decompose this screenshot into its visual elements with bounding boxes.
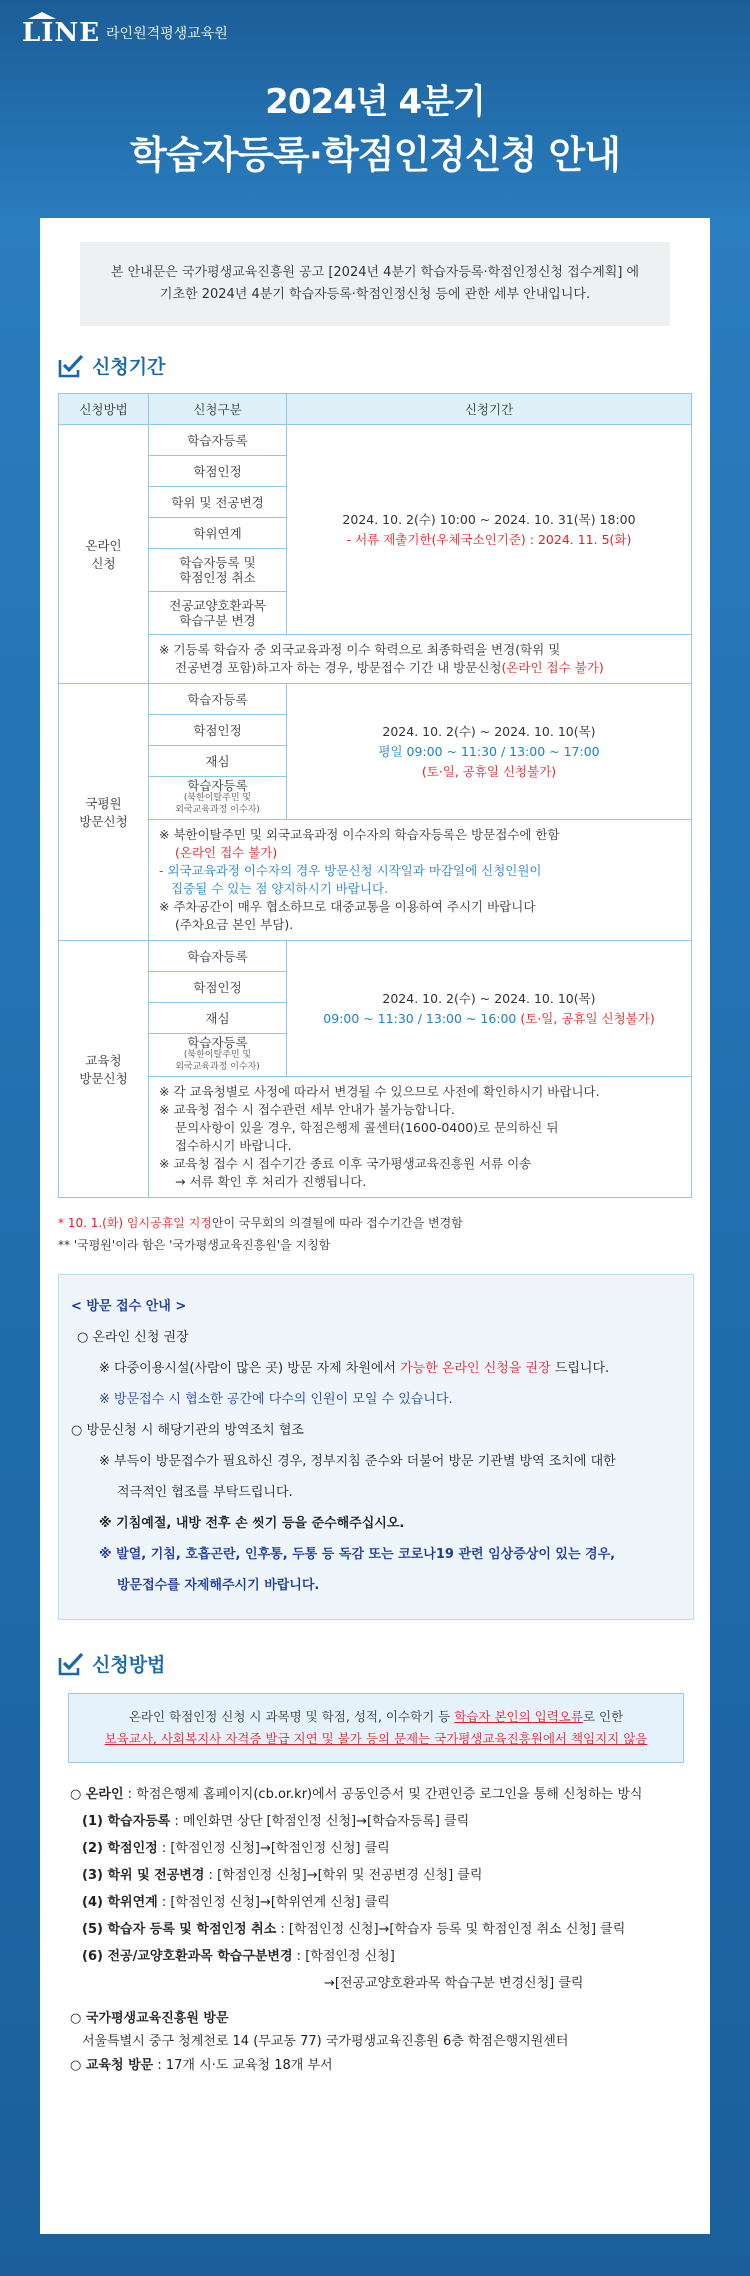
method-warning-box: 온라인 학점인정 신청 시 과목명 및 학점, 성적, 이수학기 등 학습자 본인의 입력오류로 인한 보육교사, 사회복지사 자격증 발급 지연 및 불가 등의 문제는 국가평생교육진흥원에서 책임지지 않음 [68, 1693, 684, 1763]
method-cell-nile: 국평원 방문신청 [59, 684, 149, 941]
category-cell: 학습자등록 (북한이탈주민 및 외국교육과정 이수자) [149, 777, 287, 820]
note-cell-nile: ※ 북한이탈주민 및 외국교육과정 이수자의 학습자등록은 방문접수에 한함 (온라인 접수 불가) - 외국교육과정 이수자의 경우 방문신청 시작일과 마감일에 신청인원이 집중될 수 있는 점 양지하시기 바랍니다. ※ 주차공간이 매우 협소하므로 대중교통을 이용하여 주시기 바랍니다 (주차요금 본인 부담). [149, 820, 692, 941]
logo[interactable] [22, 18, 228, 48]
period-cell-online: 2024. 10. 2(수) 10:00 ~ 2024. 10. 31(목) 18:00 - 서류 제출기한(우체국소인기준) : 2024. 11. 5(화) [287, 425, 692, 635]
visit-item: ○ 방문신청 시 해당기관의 방역조치 협조 [71, 1423, 304, 1438]
category-cell: 학위연계 [149, 518, 287, 549]
category-cell: 학습자등록 [149, 425, 287, 456]
page-title-line1: 2024년 4분기 [265, 82, 485, 122]
list-item: →[전공교양호환과목 학습구분 변경신청] 클릭 [324, 1976, 584, 1991]
visit-title: < 방문 접수 안내 > [71, 1299, 187, 1314]
category-cell: 재심 [149, 1003, 287, 1034]
category-cell: 학점인정 [149, 715, 287, 746]
visit-item: ※ 방문접수 시 협소한 공간에 다수의 인원이 모일 수 있습니다. [99, 1392, 453, 1407]
visit-info-box [58, 1274, 694, 1620]
visit-item: ○ 온라인 신청 권장 [77, 1330, 189, 1345]
category-cell: 학습자등록 [149, 684, 287, 715]
visit-item: ※ 기침예절, 내방 전후 손 씻기 등을 준수해주십시오. [99, 1516, 405, 1531]
step-office: ○ 교육청 방문 : 17개 시·도 교육청 18개 부서 [70, 2058, 333, 2073]
visit-item: ※ 다중이용시설(사람이 많은 곳) 방문 자제 차원에서 가능한 온라인 신청을 권장 드립니다. [99, 1361, 610, 1376]
page-title-line2: 학습자등록·학점인정신청 안내 [130, 133, 620, 177]
category-cell: 학위 및 전공변경 [149, 487, 287, 518]
intro-line1: 본 안내문은 국가평생교육진흥원 공고 [2024년 4분기 학습자등록·학점인정신청 접수계획] 에 [110, 265, 640, 280]
list-item: (1) 학습자등록 : 메인화면 상단 [학점인정 신청]→[학습자등록] 클릭 [82, 1814, 470, 1829]
table-row [59, 425, 692, 456]
table-row [59, 941, 692, 972]
step-online: ○ 온라인 : 학점은행제 홈페이지(cb.or.kr)에서 공동인증서 및 간편인증 로그인을 통해 신청하는 방식 [70, 1787, 643, 1802]
intro-line2: 기초한 2024년 4분기 학습자등록·학점인정신청 등에 관한 세부 안내입니다. [159, 287, 591, 302]
list-item: (2) 학점인정 : [학점인정 신청]→[학점인정 신청] 클릭 [82, 1841, 390, 1856]
logo-text: 라인원격평생교육원 [106, 26, 228, 42]
list-item: (4) 학위연계 : [학점인정 신청]→[학위연계 신청] 클릭 [82, 1895, 390, 1910]
visit-item: ※ 발열, 기침, 호흡곤란, 인후통, 두통 등 독감 또는 코로나19 관련 임상증상이 있는 경우, [99, 1547, 616, 1562]
list-item: (3) 학위 및 전공변경 : [학점인정 신청]→[학위 및 전공변경 신청] 클릭 [82, 1868, 483, 1883]
list-item: (5) 학습자 등록 및 학점인정 취소 : [학점인정 신청]→[학습자 등록 및 학점인정 취소 신청] 클릭 [82, 1922, 626, 1937]
header-banner [0, 0, 750, 210]
intro-box [80, 242, 670, 326]
footnote-1: * 10. 1.(화) 임시공휴일 지정안이 국무회의 의결될에 따라 접수기간을 변경함 [58, 1216, 463, 1230]
step-visit: ○ 국가평생교육진흥원 방문 [70, 2011, 229, 2026]
note-cell-online: ※ 기등록 학습자 중 외국교육과정 이수 학력으로 최종학력을 변경(학위 및 전공변경 포함)하고자 하는 경우, 방문접수 기간 내 방문신청(온라인 접수 불가) [149, 635, 692, 684]
note-cell-office: ※ 각 교육청별로 사정에 따라서 변경될 수 있으므로 사전에 확인하시기 바랍니다. ※ 교육청 접수 시 접수관련 세부 안내가 불가능합니다. 문의사항이 있을 경우, 학점은행제 콜센터(1600-0400)로 문의하신 뒤 접수하시기 바랍니다. ※ 교육청 접수 시 접수기간 종료 이후 국가평생교육진흥원 서류 이송 → 서류 확인 후 처리가 진행됩니다. [149, 1077, 692, 1198]
table-row [59, 1077, 692, 1198]
period-cell-nile: 2024. 10. 2(수) ~ 2024. 10. 10(목) 평일 09:00 ~ 11:30 / 13:00 ~ 17:00 (토·일, 공휴일 신청불가) [287, 684, 692, 820]
category-cell: 재심 [149, 746, 287, 777]
schedule-table [58, 393, 692, 1198]
section-method-title: 신청방법 [92, 1654, 166, 1676]
visit-item: 방문접수를 자제해주시기 바랍니다. [117, 1578, 320, 1593]
visit-item: 적극적인 협조를 부탁드립니다. [117, 1485, 293, 1500]
section-period-heading [58, 352, 710, 379]
checkbox-check-icon [58, 354, 84, 378]
category-cell: 학습자등록 [149, 941, 287, 972]
visit-address: 서울특별시 중구 청계천로 14 (무교동 77) 국가평생교육진흥원 6층 학점은행지원센터 [82, 2034, 569, 2049]
category-cell: 학점인정 [149, 456, 287, 487]
category-cell: 학점인정 [149, 972, 287, 1003]
col-header-method: 신청방법 [59, 394, 149, 425]
logo-mark: LINE [22, 18, 101, 48]
list-item: (6) 전공/교양호환과목 학습구분변경 : [학점인정 신청] [82, 1949, 395, 1964]
period-cell-office: 2024. 10. 2(수) ~ 2024. 10. 10(목) 09:00 ~ 11:30 / 13:00 ~ 16:00 (토·일, 공휴일 신청불가) [287, 941, 692, 1077]
checkbox-check-icon [58, 1652, 84, 1676]
section-period-title: 신청기간 [92, 356, 166, 378]
footnote-2: ** '국평원'이라 함은 '국가평생교육진흥원'을 지칭함 [58, 1238, 331, 1252]
category-cell: 전공교양호환과목 학습구분 변경 [149, 592, 287, 635]
method-steps [70, 1781, 710, 2079]
content-card [40, 218, 710, 2234]
table-header-row [59, 394, 692, 425]
footnotes [58, 1212, 710, 1256]
section-method-heading [58, 1650, 710, 1677]
method-cell-office: 교육청 방문신청 [59, 941, 149, 1198]
method-cell-online: 온라인 신청 [59, 425, 149, 684]
table-row [59, 820, 692, 941]
col-header-category: 신청구분 [149, 394, 287, 425]
col-header-period: 신청기간 [287, 394, 692, 425]
visit-item: ※ 부득이 방문접수가 필요하신 경우, 정부지침 준수와 더불어 방문 기관별 방역 조치에 대한 [99, 1454, 616, 1469]
category-cell: 학습자등록 및 학점인정 취소 [149, 549, 287, 592]
table-row [59, 635, 692, 684]
table-row [59, 684, 692, 715]
category-cell: 학습자등록 (북한이탈주민 및 외국교육과정 이수자) [149, 1034, 287, 1077]
